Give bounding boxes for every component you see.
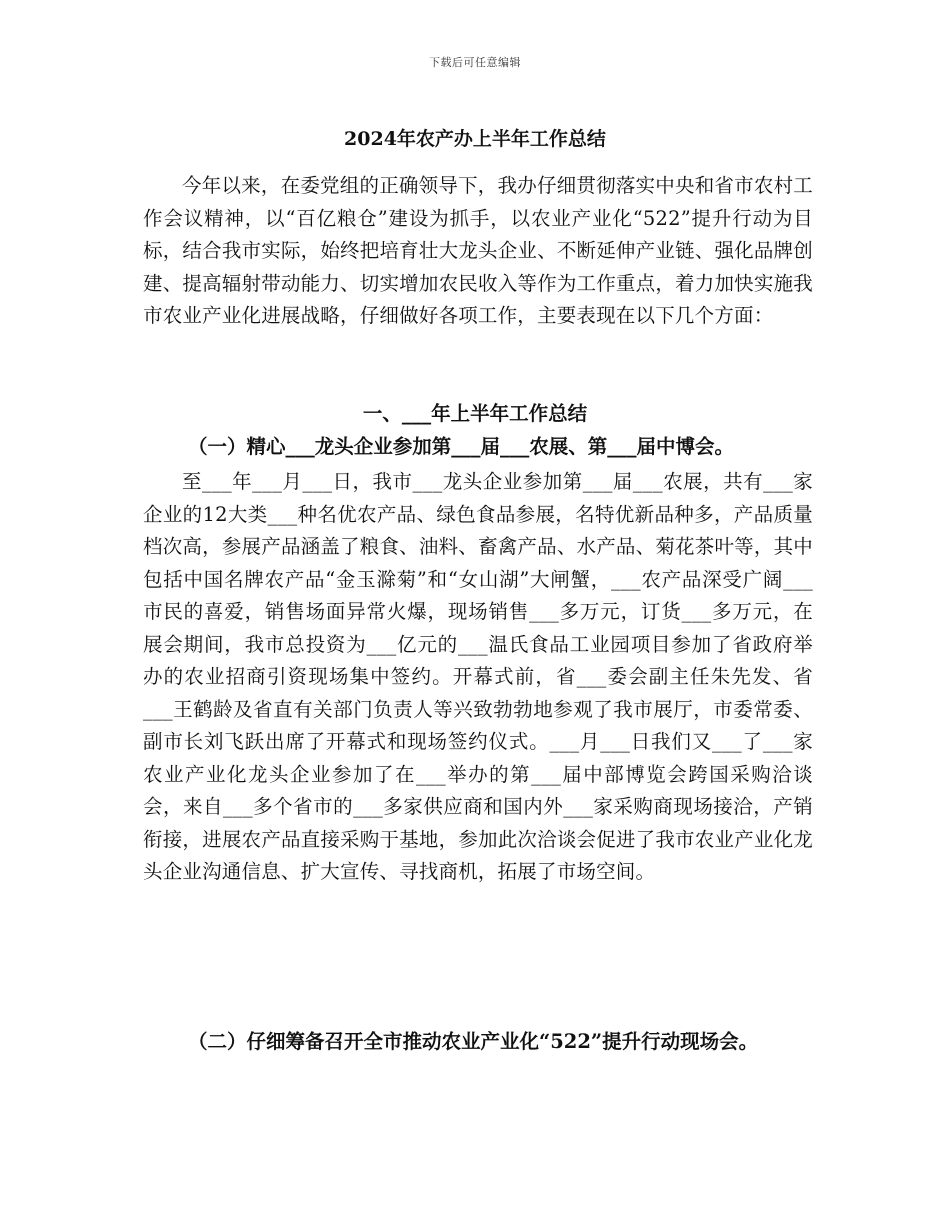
section-heading-1: 一、___年上半年工作总结 (362, 402, 588, 425)
document-title: 2024年农产办上半年工作总结 (344, 128, 606, 150)
subsection-1-paragraph: 至___年___月___日，我市___龙头企业参加第___届___农展，共有___家企业的12大类___种名优农产品、绿色食品参展，名特优新品种多，产品质量档次高，参展产品涵盖了粮食、油料、畜禽产品、水产品、菊花茶叶等，其中包括中国名牌农产品“金玉滁菊”和“女山湖”大闸蟹，___农产品深受广阔___市民的喜爱，销售场面异常火爆，现场销售___多万元，订货___多万元，在展会期间，我市总投资为___亿元的___温氏食品工业园项目参加了省政府举办的农业招商引资现场集中签约。开幕式前，省___委会副主任朱先发、省___王鹤龄及省直有关部门负责人等兴致勃勃地参观了我市展厅，市委常委、副市长刘飞跃出席了开幕式和现场签约仪式。___月___日我们又___了___家农业产业化龙头企业参加了在___举办的第___届中部博览会跨国采购洽谈会，来自___多个省市的___多家供应商和国内外___家采购商现场接洽，产销衔接，进展农产品直接采购于基地，参加此次洽谈会促进了我市农业产业化龙头企业沟通信息、扩大宣传、寻找商机，拓展了市场空间。 (143, 470, 813, 883)
subsection-heading-1: （一）精心___龙头企业参加第___届___农展、第___届中博会。 (188, 435, 735, 458)
subsection-heading-2: （二）仔细筹备召开全市推动农业产业化“522”提升行动现场会。 (188, 1030, 759, 1053)
header-note: 下载后可任意编辑 (429, 56, 521, 69)
intro-paragraph: 今年以来，在委党组的正确领导下，我办仔细贯彻落实中央和省市农村工作会议精神，以“百亿粮仓”建设为抓手，以农业产业化“522”提升行动为目标，结合我市实际，始终把培育壮大龙头企业、不断延伸产业链、强化品牌创建、提高辐射带动能力、切实增加农民收入等作为工作重点，着力加快实施我市农业产业化进展战略，仔细做好各项工作，主要表现在以下几个方面： (143, 174, 813, 327)
